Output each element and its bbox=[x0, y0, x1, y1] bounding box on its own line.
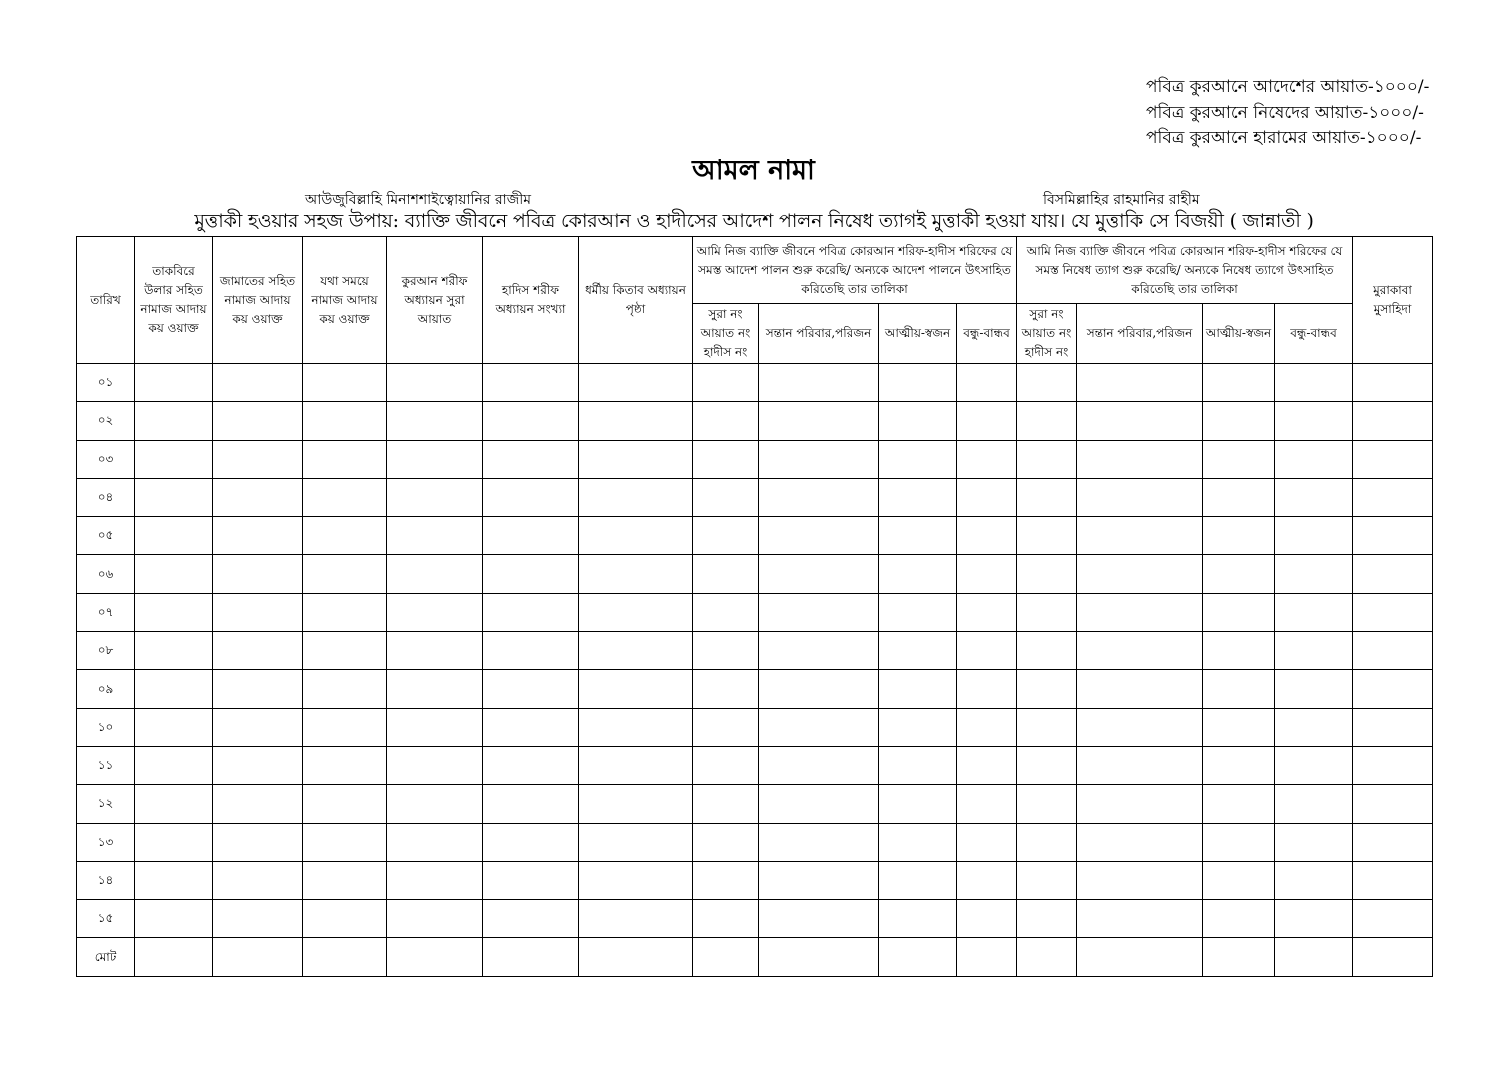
entry-cell[interactable] bbox=[879, 402, 957, 440]
entry-cell[interactable] bbox=[135, 364, 213, 402]
entry-cell[interactable] bbox=[1077, 861, 1203, 899]
row-date-cell: ০৬ bbox=[77, 555, 135, 593]
table-row bbox=[77, 440, 1433, 478]
entry-cell[interactable] bbox=[303, 555, 387, 593]
entry-cell[interactable] bbox=[213, 746, 303, 784]
entry-cell[interactable] bbox=[303, 938, 387, 976]
entry-cell[interactable] bbox=[759, 938, 879, 976]
entry-cell[interactable] bbox=[759, 632, 879, 670]
entry-cell[interactable] bbox=[957, 593, 1017, 631]
entry-cell[interactable] bbox=[759, 593, 879, 631]
entry-cell[interactable] bbox=[1353, 708, 1433, 746]
entry-cell[interactable] bbox=[213, 593, 303, 631]
row-date-cell: ১২ bbox=[77, 785, 135, 823]
quran-prohibition-note: পবিত্র কুরআনে নিষেদের আয়াত-১০০০/- bbox=[1146, 103, 1424, 123]
quran-command-note: পবিত্র কুরআনে আদেশের আয়াত-১০০০/- bbox=[1146, 77, 1430, 97]
table-body bbox=[77, 364, 1433, 977]
entry-cell[interactable] bbox=[483, 593, 579, 631]
entry-cell[interactable] bbox=[303, 364, 387, 402]
entry-cell[interactable] bbox=[693, 517, 759, 555]
entry-cell[interactable] bbox=[1353, 440, 1433, 478]
entry-cell[interactable] bbox=[1203, 478, 1275, 516]
entry-cell[interactable] bbox=[1353, 632, 1433, 670]
entry-cell[interactable] bbox=[387, 517, 483, 555]
entry-cell[interactable] bbox=[1017, 632, 1077, 670]
entry-cell[interactable] bbox=[1203, 364, 1275, 402]
entry-cell[interactable] bbox=[213, 402, 303, 440]
entry-cell[interactable] bbox=[1017, 402, 1077, 440]
entry-cell[interactable] bbox=[1203, 555, 1275, 593]
entry-cell[interactable] bbox=[579, 670, 693, 708]
entry-cell[interactable] bbox=[213, 670, 303, 708]
entry-cell[interactable] bbox=[1203, 900, 1275, 938]
entry-cell[interactable] bbox=[1077, 593, 1203, 631]
entry-cell[interactable] bbox=[957, 746, 1017, 784]
entry-cell[interactable] bbox=[1017, 823, 1077, 861]
row-date-cell: ০৮ bbox=[77, 632, 135, 670]
entry-cell[interactable] bbox=[1077, 517, 1203, 555]
entry-cell[interactable] bbox=[387, 861, 483, 899]
entry-cell[interactable] bbox=[213, 823, 303, 861]
entry-cell[interactable] bbox=[759, 364, 879, 402]
table-row bbox=[77, 900, 1433, 938]
row-date-cell: ০২ bbox=[77, 402, 135, 440]
entry-cell[interactable] bbox=[1017, 861, 1077, 899]
entry-cell[interactable] bbox=[579, 785, 693, 823]
entry-cell[interactable] bbox=[579, 708, 693, 746]
entry-cell[interactable] bbox=[1077, 632, 1203, 670]
entry-cell[interactable] bbox=[387, 823, 483, 861]
header-book: ধর্মীয় কিতাব অধ্যায়ন পৃষ্ঠা bbox=[579, 237, 693, 364]
entry-cell[interactable] bbox=[483, 478, 579, 516]
table-row bbox=[77, 364, 1433, 402]
entry-cell[interactable] bbox=[1203, 517, 1275, 555]
entry-cell[interactable] bbox=[1275, 440, 1353, 478]
entry-cell[interactable] bbox=[957, 708, 1017, 746]
entry-cell[interactable] bbox=[213, 555, 303, 593]
entry-cell[interactable] bbox=[303, 402, 387, 440]
entry-cell[interactable] bbox=[759, 402, 879, 440]
entry-cell[interactable] bbox=[387, 670, 483, 708]
entry-cell[interactable] bbox=[1275, 823, 1353, 861]
entry-cell[interactable] bbox=[693, 746, 759, 784]
entry-cell[interactable] bbox=[1017, 593, 1077, 631]
entry-cell[interactable] bbox=[1017, 708, 1077, 746]
header-command-ref: সুরা নং আয়াত নং হাদীস নং bbox=[693, 304, 759, 364]
row-date-cell: ১০ bbox=[77, 708, 135, 746]
entry-cell[interactable] bbox=[693, 785, 759, 823]
header-prohibition-group: আমি নিজ ব্যাক্তি জীবনে পবিত্র কোরআন শরিফ-হাদীস শরিফের যে সমস্ত নিষেধ ত্যাগ শুরু করেছি/ অন্যকে নিষেধ ত্যাগে উৎসাহিত করিতেছি তার তালিকা bbox=[1017, 237, 1353, 304]
entry-cell[interactable] bbox=[1017, 785, 1077, 823]
header-prohibition-family: সন্তান পরিবার,পরিজন bbox=[1077, 304, 1203, 364]
entry-cell[interactable] bbox=[693, 402, 759, 440]
entry-cell[interactable] bbox=[483, 823, 579, 861]
entry-cell[interactable] bbox=[1275, 478, 1353, 516]
entry-cell[interactable] bbox=[483, 900, 579, 938]
entry-cell[interactable] bbox=[1017, 746, 1077, 784]
entry-cell[interactable] bbox=[483, 555, 579, 593]
entry-cell[interactable] bbox=[579, 746, 693, 784]
entry-cell[interactable] bbox=[879, 708, 957, 746]
entry-cell[interactable] bbox=[1275, 402, 1353, 440]
row-date-cell: মোট bbox=[77, 938, 135, 976]
entry-cell[interactable] bbox=[213, 440, 303, 478]
entry-cell[interactable] bbox=[1353, 593, 1433, 631]
entry-cell[interactable] bbox=[879, 670, 957, 708]
entry-cell[interactable] bbox=[1353, 785, 1433, 823]
entry-cell[interactable] bbox=[693, 478, 759, 516]
entry-cell[interactable] bbox=[879, 861, 957, 899]
entry-cell[interactable] bbox=[1275, 861, 1353, 899]
entry-cell[interactable] bbox=[387, 364, 483, 402]
entry-cell[interactable] bbox=[1203, 632, 1275, 670]
row-date-cell: ১৩ bbox=[77, 823, 135, 861]
entry-cell[interactable] bbox=[135, 440, 213, 478]
entry-cell[interactable] bbox=[1275, 746, 1353, 784]
entry-cell[interactable] bbox=[483, 440, 579, 478]
header-prohibition-friends: বন্ধু-বান্ধব bbox=[1275, 304, 1353, 364]
right-invocation: বিসমিল্লাহির রাহমানির রাহীম bbox=[1043, 192, 1200, 208]
entry-cell[interactable] bbox=[759, 746, 879, 784]
header-muraqaba: মুরাকাবা মুসাহিদা bbox=[1353, 237, 1433, 364]
entry-cell[interactable] bbox=[213, 785, 303, 823]
entry-cell[interactable] bbox=[213, 632, 303, 670]
entry-cell[interactable] bbox=[579, 861, 693, 899]
entry-cell[interactable] bbox=[957, 823, 1017, 861]
entry-cell[interactable] bbox=[759, 708, 879, 746]
row-date-cell: ০১ bbox=[77, 364, 135, 402]
header-command-friends: বন্ধু-বান্ধব bbox=[957, 304, 1017, 364]
entry-cell[interactable] bbox=[1275, 593, 1353, 631]
table-row bbox=[77, 785, 1433, 823]
entry-cell[interactable] bbox=[957, 900, 1017, 938]
entry-cell[interactable] bbox=[1203, 938, 1275, 976]
entry-cell[interactable] bbox=[483, 364, 579, 402]
entry-cell[interactable] bbox=[759, 900, 879, 938]
entry-cell[interactable] bbox=[483, 517, 579, 555]
entry-cell[interactable] bbox=[303, 861, 387, 899]
entry-cell[interactable] bbox=[879, 517, 957, 555]
entry-cell[interactable] bbox=[693, 555, 759, 593]
entry-cell[interactable] bbox=[693, 593, 759, 631]
entry-cell[interactable] bbox=[879, 746, 957, 784]
entry-cell[interactable] bbox=[1077, 746, 1203, 784]
table-row bbox=[77, 670, 1433, 708]
row-date-cell: ০৩ bbox=[77, 440, 135, 478]
entry-cell[interactable] bbox=[759, 670, 879, 708]
entry-cell[interactable] bbox=[693, 632, 759, 670]
row-date-cell: ১৫ bbox=[77, 900, 135, 938]
entry-cell[interactable] bbox=[1017, 478, 1077, 516]
entry-cell[interactable] bbox=[1353, 402, 1433, 440]
entry-cell[interactable] bbox=[1203, 402, 1275, 440]
row-date-cell: ০৭ bbox=[77, 593, 135, 631]
entry-cell[interactable] bbox=[1017, 364, 1077, 402]
table-row bbox=[77, 708, 1433, 746]
header-command-relatives: আত্মীয়-স্বজন bbox=[879, 304, 957, 364]
entry-cell[interactable] bbox=[1275, 900, 1353, 938]
entry-cell[interactable] bbox=[579, 478, 693, 516]
entry-cell[interactable] bbox=[387, 785, 483, 823]
entry-cell[interactable] bbox=[1275, 517, 1353, 555]
entry-cell[interactable] bbox=[957, 785, 1017, 823]
header-ontime: যথা সময়ে নামাজ আদায় কয় ওয়াক্ত bbox=[303, 237, 387, 364]
entry-cell[interactable] bbox=[1203, 670, 1275, 708]
entry-cell[interactable] bbox=[135, 823, 213, 861]
entry-cell[interactable] bbox=[387, 593, 483, 631]
entry-cell[interactable] bbox=[303, 440, 387, 478]
entry-cell[interactable] bbox=[303, 632, 387, 670]
header-prohibition-relatives: আত্মীয়-স্বজন bbox=[1203, 304, 1275, 364]
entry-cell[interactable] bbox=[483, 861, 579, 899]
header-jamaat: জামাতের সহিত নামাজ আদায় কয় ওয়াক্ত bbox=[213, 237, 303, 364]
row-date-cell: ১৪ bbox=[77, 861, 135, 899]
entry-cell[interactable] bbox=[879, 632, 957, 670]
entry-cell[interactable] bbox=[879, 900, 957, 938]
entry-cell[interactable] bbox=[879, 785, 957, 823]
entry-cell[interactable] bbox=[579, 632, 693, 670]
entry-cell[interactable] bbox=[1203, 785, 1275, 823]
header-command-group: আমি নিজ ব্যাক্তি জীবনে পবিত্র কোরআন শরিফ-হাদীস শরিফের যে সমস্ত আদেশ পালন শুরু করেছি/ অন্যকে আদেশ পালনে উৎসাহিত করিতেছি তার তালিকা bbox=[693, 237, 1017, 304]
entry-cell[interactable] bbox=[1353, 823, 1433, 861]
entry-cell[interactable] bbox=[303, 823, 387, 861]
entry-cell[interactable] bbox=[213, 938, 303, 976]
entry-cell[interactable] bbox=[957, 938, 1017, 976]
entry-cell[interactable] bbox=[1203, 440, 1275, 478]
entry-cell[interactable] bbox=[759, 478, 879, 516]
entry-cell[interactable] bbox=[213, 478, 303, 516]
entry-cell[interactable] bbox=[303, 517, 387, 555]
entry-cell[interactable] bbox=[1017, 900, 1077, 938]
entry-cell[interactable] bbox=[759, 440, 879, 478]
entry-cell[interactable] bbox=[693, 670, 759, 708]
entry-cell[interactable] bbox=[579, 900, 693, 938]
entry-cell[interactable] bbox=[135, 593, 213, 631]
entry-cell[interactable] bbox=[1275, 364, 1353, 402]
entry-cell[interactable] bbox=[213, 517, 303, 555]
entry-cell[interactable] bbox=[579, 440, 693, 478]
entry-cell[interactable] bbox=[1017, 440, 1077, 478]
entry-cell[interactable] bbox=[1077, 555, 1203, 593]
left-invocation: আউজুবিল্লাহি মিনাশশাইত্বোয়ানির রাজীম bbox=[305, 192, 532, 208]
entry-cell[interactable] bbox=[879, 478, 957, 516]
subtitle: মুত্তাকী হওয়ার সহজ উপায়: ব্যাক্তি জীবনে পবিত্র কোরআন ও হাদীসের আদেশ পালন নিষেধ ত্যাগই মুত্তাকী হওয়া যায়। যে মুত্তাকি সে বিজয়ী ( জান্নাতী ) bbox=[194, 210, 1314, 232]
entry-cell[interactable] bbox=[1275, 938, 1353, 976]
entry-cell[interactable] bbox=[1353, 364, 1433, 402]
entry-cell[interactable] bbox=[759, 555, 879, 593]
entry-cell[interactable] bbox=[1017, 555, 1077, 593]
entry-cell[interactable] bbox=[879, 555, 957, 593]
entry-cell[interactable] bbox=[135, 938, 213, 976]
row-date-cell: ০৪ bbox=[77, 478, 135, 516]
entry-cell[interactable] bbox=[387, 900, 483, 938]
table-row bbox=[77, 746, 1433, 784]
entry-cell[interactable] bbox=[135, 517, 213, 555]
entry-cell[interactable] bbox=[1275, 632, 1353, 670]
header-hadith: হাদিস শরীফ অধ্যায়ন সংখ্যা bbox=[483, 237, 579, 364]
entry-cell[interactable] bbox=[879, 823, 957, 861]
entry-cell[interactable] bbox=[579, 364, 693, 402]
entry-cell[interactable] bbox=[1077, 440, 1203, 478]
entry-cell[interactable] bbox=[1017, 938, 1077, 976]
entry-cell[interactable] bbox=[303, 708, 387, 746]
entry-cell[interactable] bbox=[693, 440, 759, 478]
entry-cell[interactable] bbox=[135, 632, 213, 670]
entry-cell[interactable] bbox=[1077, 823, 1203, 861]
entry-cell[interactable] bbox=[759, 861, 879, 899]
entry-cell[interactable] bbox=[135, 555, 213, 593]
entry-cell[interactable] bbox=[387, 478, 483, 516]
entry-cell[interactable] bbox=[1077, 670, 1203, 708]
table-row bbox=[77, 823, 1433, 861]
entry-cell[interactable] bbox=[135, 670, 213, 708]
entry-cell[interactable] bbox=[879, 593, 957, 631]
entry-cell[interactable] bbox=[579, 938, 693, 976]
header-prohibition-ref: সুরা নং আয়াত নং হাদীস নং bbox=[1017, 304, 1077, 364]
entry-cell[interactable] bbox=[579, 517, 693, 555]
entry-cell[interactable] bbox=[759, 785, 879, 823]
entry-cell[interactable] bbox=[1353, 517, 1433, 555]
entry-cell[interactable] bbox=[579, 593, 693, 631]
entry-cell[interactable] bbox=[387, 746, 483, 784]
table-row bbox=[77, 555, 1433, 593]
entry-cell[interactable] bbox=[135, 708, 213, 746]
header-takbir: তাকবিরে উলার সহিত নামাজ আদায় কয় ওয়াক্ত bbox=[135, 237, 213, 364]
entry-cell[interactable] bbox=[303, 900, 387, 938]
entry-cell[interactable] bbox=[1077, 938, 1203, 976]
entry-cell[interactable] bbox=[1077, 364, 1203, 402]
entry-cell[interactable] bbox=[303, 785, 387, 823]
entry-cell[interactable] bbox=[1353, 478, 1433, 516]
entry-cell[interactable] bbox=[303, 670, 387, 708]
entry-cell[interactable] bbox=[1353, 555, 1433, 593]
page-title: আমল নামা bbox=[692, 155, 815, 186]
entry-cell[interactable] bbox=[957, 670, 1017, 708]
entry-cell[interactable] bbox=[1275, 785, 1353, 823]
entry-cell[interactable] bbox=[135, 785, 213, 823]
entry-cell[interactable] bbox=[957, 555, 1017, 593]
entry-cell[interactable] bbox=[483, 708, 579, 746]
entry-cell[interactable] bbox=[213, 861, 303, 899]
entry-cell[interactable] bbox=[879, 938, 957, 976]
table-row bbox=[77, 478, 1433, 516]
entry-cell[interactable] bbox=[1275, 708, 1353, 746]
entry-cell[interactable] bbox=[1077, 900, 1203, 938]
entry-cell[interactable] bbox=[1353, 861, 1433, 899]
entry-cell[interactable] bbox=[387, 938, 483, 976]
table-row bbox=[77, 517, 1433, 555]
entry-cell[interactable] bbox=[1203, 708, 1275, 746]
entry-cell[interactable] bbox=[1203, 823, 1275, 861]
entry-cell[interactable] bbox=[387, 402, 483, 440]
entry-cell[interactable] bbox=[1353, 670, 1433, 708]
entry-cell[interactable] bbox=[1275, 670, 1353, 708]
entry-cell[interactable] bbox=[1203, 593, 1275, 631]
entry-cell[interactable] bbox=[879, 364, 957, 402]
entry-cell[interactable] bbox=[1353, 746, 1433, 784]
entry-cell[interactable] bbox=[1077, 785, 1203, 823]
entry-cell[interactable] bbox=[213, 900, 303, 938]
row-date-cell: ১১ bbox=[77, 746, 135, 784]
entry-cell[interactable] bbox=[1077, 708, 1203, 746]
amal-table bbox=[76, 236, 1433, 977]
table-row bbox=[77, 632, 1433, 670]
entry-cell[interactable] bbox=[1077, 478, 1203, 516]
header-command-family: সন্তান পরিবার,পরিজন bbox=[759, 304, 879, 364]
entry-cell[interactable] bbox=[135, 478, 213, 516]
entry-cell[interactable] bbox=[579, 555, 693, 593]
header-date: তারিখ bbox=[77, 237, 135, 364]
entry-cell[interactable] bbox=[213, 364, 303, 402]
entry-cell[interactable] bbox=[1203, 746, 1275, 784]
entry-cell[interactable] bbox=[1017, 670, 1077, 708]
entry-cell[interactable] bbox=[957, 861, 1017, 899]
row-date-cell: ০৯ bbox=[77, 670, 135, 708]
entry-cell[interactable] bbox=[957, 364, 1017, 402]
entry-cell[interactable] bbox=[1353, 938, 1433, 976]
entry-cell[interactable] bbox=[1353, 900, 1433, 938]
entry-cell[interactable] bbox=[759, 823, 879, 861]
entry-cell[interactable] bbox=[483, 670, 579, 708]
row-date-cell: ০৫ bbox=[77, 517, 135, 555]
entry-cell[interactable] bbox=[957, 517, 1017, 555]
table-row bbox=[77, 938, 1433, 976]
entry-cell[interactable] bbox=[957, 632, 1017, 670]
entry-cell[interactable] bbox=[303, 478, 387, 516]
entry-cell[interactable] bbox=[483, 938, 579, 976]
entry-cell[interactable] bbox=[957, 440, 1017, 478]
entry-cell[interactable] bbox=[135, 746, 213, 784]
entry-cell[interactable] bbox=[957, 478, 1017, 516]
entry-cell[interactable] bbox=[579, 402, 693, 440]
entry-cell[interactable] bbox=[759, 517, 879, 555]
entry-cell[interactable] bbox=[693, 861, 759, 899]
entry-cell[interactable] bbox=[693, 823, 759, 861]
table-row bbox=[77, 861, 1433, 899]
entry-cell[interactable] bbox=[1203, 861, 1275, 899]
table-row bbox=[77, 593, 1433, 631]
entry-cell[interactable] bbox=[213, 708, 303, 746]
entry-cell[interactable] bbox=[693, 938, 759, 976]
quran-haram-note: পবিত্র কুরআনে হারামের আয়াত-১০০০/- bbox=[1146, 128, 1422, 148]
entry-cell[interactable] bbox=[1275, 555, 1353, 593]
entry-cell[interactable] bbox=[483, 402, 579, 440]
entry-cell[interactable] bbox=[483, 632, 579, 670]
entry-cell[interactable] bbox=[483, 785, 579, 823]
entry-cell[interactable] bbox=[387, 555, 483, 593]
entry-cell[interactable] bbox=[387, 708, 483, 746]
entry-cell[interactable] bbox=[957, 402, 1017, 440]
entry-cell[interactable] bbox=[579, 823, 693, 861]
entry-cell[interactable] bbox=[879, 440, 957, 478]
table-row bbox=[77, 402, 1433, 440]
entry-cell[interactable] bbox=[693, 900, 759, 938]
entry-cell[interactable] bbox=[693, 708, 759, 746]
entry-cell[interactable] bbox=[693, 364, 759, 402]
entry-cell[interactable] bbox=[303, 593, 387, 631]
entry-cell[interactable] bbox=[135, 900, 213, 938]
header-quran: কুরআন শরীফ অধ্যায়ন সুরা আয়াত bbox=[387, 237, 483, 364]
entry-cell[interactable] bbox=[303, 746, 387, 784]
entry-cell[interactable] bbox=[387, 632, 483, 670]
entry-cell[interactable] bbox=[1017, 517, 1077, 555]
entry-cell[interactable] bbox=[387, 440, 483, 478]
entry-cell[interactable] bbox=[135, 402, 213, 440]
entry-cell[interactable] bbox=[1077, 402, 1203, 440]
entry-cell[interactable] bbox=[135, 861, 213, 899]
entry-cell[interactable] bbox=[483, 746, 579, 784]
